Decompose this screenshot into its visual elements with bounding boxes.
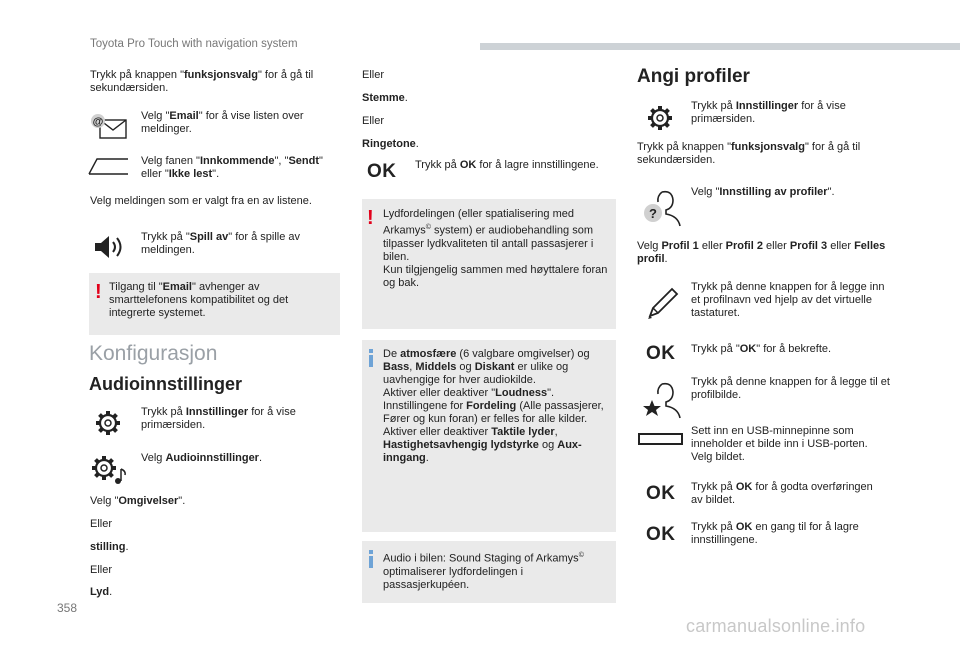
pencil-icon: [644, 286, 680, 322]
profile-name-step: Trykk på denne knappen for å legge inn et profilnavn ved hjelp av det virtuelle tastaturet.: [691, 281, 885, 319]
email-icon: [89, 112, 129, 140]
header-bar: [480, 43, 960, 50]
eller-text: Eller: [90, 564, 113, 576]
select-message-text: Velg meldingen som er valgt fra en av listene.: [90, 195, 312, 207]
info-icon: [369, 550, 373, 568]
option-stemme: Stemme.: [362, 92, 408, 104]
eller-text: Eller: [362, 115, 385, 127]
section-title-konfigurasjon: Konfigurasjon: [89, 342, 218, 365]
eller-text: Eller: [362, 69, 385, 81]
info-sound-staging-text: Audio i bilen: Sound Staging of Arkamys© optimaliserer lydfordelingen i passasjerkupéen.: [383, 552, 584, 591]
tabs-step: Velg fanen "Innkommende", "Sendt" eller "Ikke lest".: [141, 155, 323, 180]
profile-choose-text: Velg Profil 1 eller Profil 2 eller Profil 3 eller Felles profil.: [637, 240, 886, 265]
heading-audioinnstillinger: Audioinnstillinger: [89, 374, 242, 394]
audio-settings-icon: [91, 455, 129, 485]
play-step: Trykk på "Spill av" for å spille av meldingen.: [141, 231, 301, 256]
gear-icon: [95, 410, 121, 436]
option-ringetone: Ringetone.: [362, 138, 419, 150]
info-atmosphere-text: De atmosfære (6 valgbare omgivelser) og Bass, Middels og Diskant er ulike og uavhengige for hver audiokilde. Aktiver eller deaktiver "Loudness". Innstillingene for Fordeling (Alle passasjerer, Fører og kun foran) er felles for alle kilder. Aktiver eller deaktiver Taktile lyder, Hastighetsavhengig lydstyrke og Aux-inngang.: [383, 348, 604, 464]
omgivelser-step: Velg "Omgivelser".: [90, 495, 186, 507]
profile-picture-step: Trykk på denne knappen for å legge til et profilbilde.: [691, 376, 890, 401]
warning-icon: !: [367, 207, 374, 229]
settings-step: Trykk på Innstillinger for å vise primærsiden.: [141, 406, 296, 431]
profile-picture-icon: [640, 380, 686, 420]
warning-icon: !: [95, 281, 102, 303]
profile-select-step: Velg "Innstilling av profiler".: [691, 186, 835, 198]
profile-question-icon: [640, 188, 686, 228]
svg-text:@: @: [92, 116, 104, 128]
accept-transfer-step: Trykk på OK for å godta overføringen av bildet.: [691, 481, 873, 506]
save-again-step: Trykk på OK en gang til for å lagre innstillingene.: [691, 521, 859, 546]
ok-button-icon: OK: [646, 483, 676, 504]
warning-audio-text: Lydfordelingen (eller spatialisering med Arkamys© system) er audiobehandling som tilpasser lydkvaliteten til antall passasjerer i bilen. Kun tilgjengelig sammen med høyttalere foran og bak.: [383, 208, 608, 289]
heading-angi-profiler: Angi profiler: [637, 66, 750, 87]
profile-function-step: Trykk på knappen "funksjonsvalg" for å gå til sekundærsiden.: [637, 141, 861, 166]
email-step: Velg "Email" for å vise listen over meldinger.: [141, 110, 304, 135]
info-icon: [369, 349, 373, 367]
tab-icon: [88, 156, 130, 176]
ok-save-step: Trykk på OK for å lagre innstillingene.: [415, 159, 599, 171]
usb-step: Sett inn en USB-minnepinne som inneholder et bilde inn i USB-porten. Velg bildet.: [691, 425, 868, 463]
option-stilling: stilling.: [90, 541, 129, 553]
running-header: Toyota Pro Touch with navigation system: [90, 38, 298, 50]
ok-button-icon: OK: [646, 524, 676, 545]
confirm-step: Trykk på "OK" for å bekrefte.: [691, 343, 832, 355]
eller-text: Eller: [90, 518, 113, 530]
page-number: 358: [57, 601, 78, 615]
usb-stick-icon: [638, 432, 684, 446]
svg-text:?: ?: [649, 206, 657, 221]
speaker-icon: [93, 233, 127, 261]
gear-icon: [647, 105, 673, 131]
ok-button-icon: OK: [646, 343, 676, 364]
option-lyd: Lyd.: [90, 586, 113, 598]
profile-settings-step: Trykk på Innstillinger for å vise primærsiden.: [691, 100, 846, 125]
warning-email-text: Tilgang til "Email" avhenger av smarttelefonens kompatibilitet og det integrerte systemet.: [109, 281, 289, 319]
watermark: carmanualsonline.info: [686, 616, 866, 636]
ok-button-icon: OK: [367, 161, 397, 182]
intro-text: Trykk på knappen "funksjonsvalg" for å gå til sekundærsiden.: [90, 69, 314, 94]
audio-step: Velg Audioinnstillinger.: [141, 452, 263, 464]
